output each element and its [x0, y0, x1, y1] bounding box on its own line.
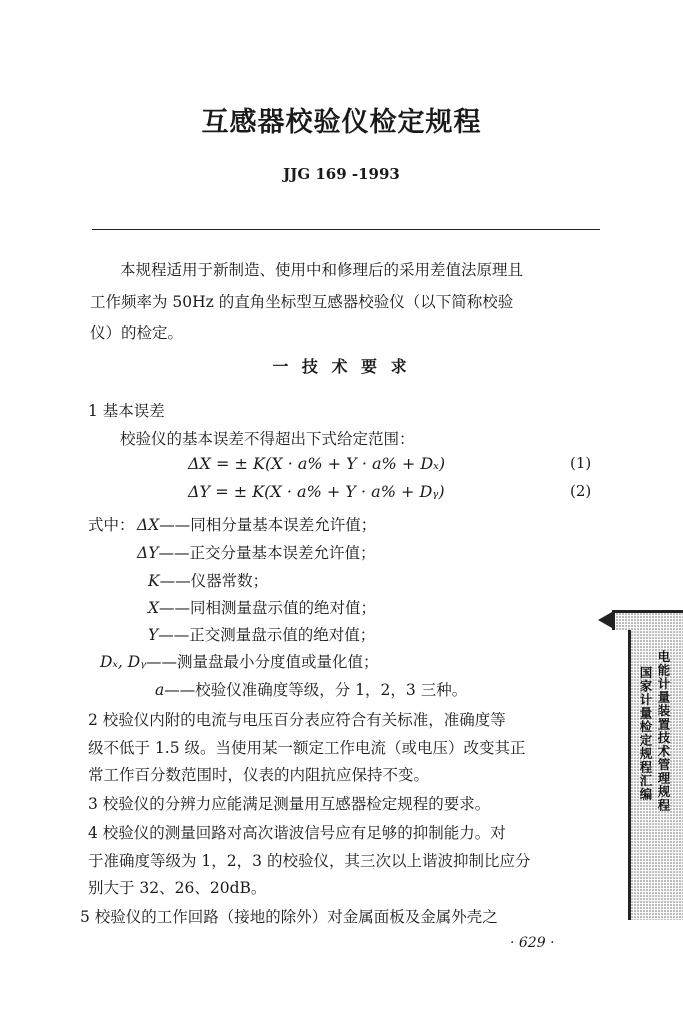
def-row: [148, 569, 268, 591]
side-tab: [598, 610, 683, 920]
intro-line-2: 工作频率为 50Hz 的直角坐标型互感器校验仪（以下简称校验: [90, 293, 514, 311]
formula-2-number: (2): [570, 482, 592, 500]
formula-1: ΔX = ± K(X · a% + Y · a% + Dₓ): [188, 454, 446, 473]
page-number: · 629 ·: [510, 935, 555, 951]
def-desc: ——仪器常数；: [159, 572, 269, 590]
def-row: [148, 596, 376, 618]
def-symbol: X: [148, 599, 160, 617]
side-tab-text-1: 电能计量装置技术管理规程: [656, 650, 671, 812]
def-desc: ——正交分量基本误差允许值；: [158, 544, 376, 562]
intro-line-3: 仪）的检定。: [90, 324, 184, 342]
page-title: 互感器校验仪检定规程: [201, 107, 482, 138]
item2-line-1: 2 校验仪内附的电流与电压百分表应符合有关标准，准确度等: [88, 711, 506, 729]
def-desc: ——正交测量盘示值的绝对值；: [158, 626, 376, 644]
item4-line-2: 于准确度等级为 1，2，3 的校验仪，其三次以上谐波抑制比应分: [88, 852, 531, 870]
section-heading: 一 技 术 要 求: [272, 357, 411, 376]
def-symbol: K: [148, 572, 160, 590]
title-divider: [92, 229, 600, 230]
item2-line-2: 级不低于 1.5 级。当使用某一额定工作电流（或电压）改变其正: [88, 739, 526, 757]
item4-line-1: 4 校验仪的测量回路对高次谐波信号应有足够的抑制能力。对: [88, 824, 506, 842]
item1-lead: 校验仪的基本误差不得超出下式给定范围：: [120, 430, 415, 448]
def-row: [155, 678, 467, 700]
intro-line-1: 本规程适用于新制造、使用中和修理后的采用差值法原理且: [120, 261, 524, 279]
def-desc: ——同相测量盘示值的绝对值；: [159, 599, 377, 617]
def-symbol: a: [155, 681, 165, 699]
item5-line: 5 校验仪的工作回路（接地的除外）对金属面板及金属外壳之: [80, 908, 498, 926]
item1-heading: 1 基本误差: [88, 402, 165, 420]
def-desc: ——同相分量基本误差允许值；: [159, 516, 377, 534]
formula-2: ΔY = ± K(X · a% + Y · a% + Dᵧ): [188, 482, 445, 501]
def-symbol: ΔY: [137, 544, 159, 562]
def-row: [100, 650, 379, 672]
def-desc: ——校验仪准确度等级，分 1，2，3 三种。: [164, 681, 468, 699]
formula-1-number: (1): [570, 454, 592, 472]
item2-line-3: 常工作百分数范围时，仪表的内阻抗应保持不变。: [88, 766, 430, 784]
defs-prefix: 式中：: [88, 516, 135, 534]
def-desc: ——测量盘最小分度值或量化值；: [146, 653, 379, 671]
def-symbol: Dₓ, Dᵧ: [100, 653, 147, 671]
def-row: [148, 623, 375, 645]
standard-code: JJG 169 -1993: [283, 165, 400, 183]
side-tab-text-2: 国家计量检定规程汇编: [638, 666, 653, 801]
item3-line: 3 校验仪的分辨力应能满足测量用互感器检定规程的要求。: [88, 795, 491, 813]
def-row: [137, 513, 376, 535]
def-row: [137, 541, 375, 563]
def-symbol: Y: [148, 626, 159, 644]
def-symbol: ΔX: [137, 516, 160, 534]
item4-line-3: 别大于 32、26、20dB。: [88, 879, 267, 897]
